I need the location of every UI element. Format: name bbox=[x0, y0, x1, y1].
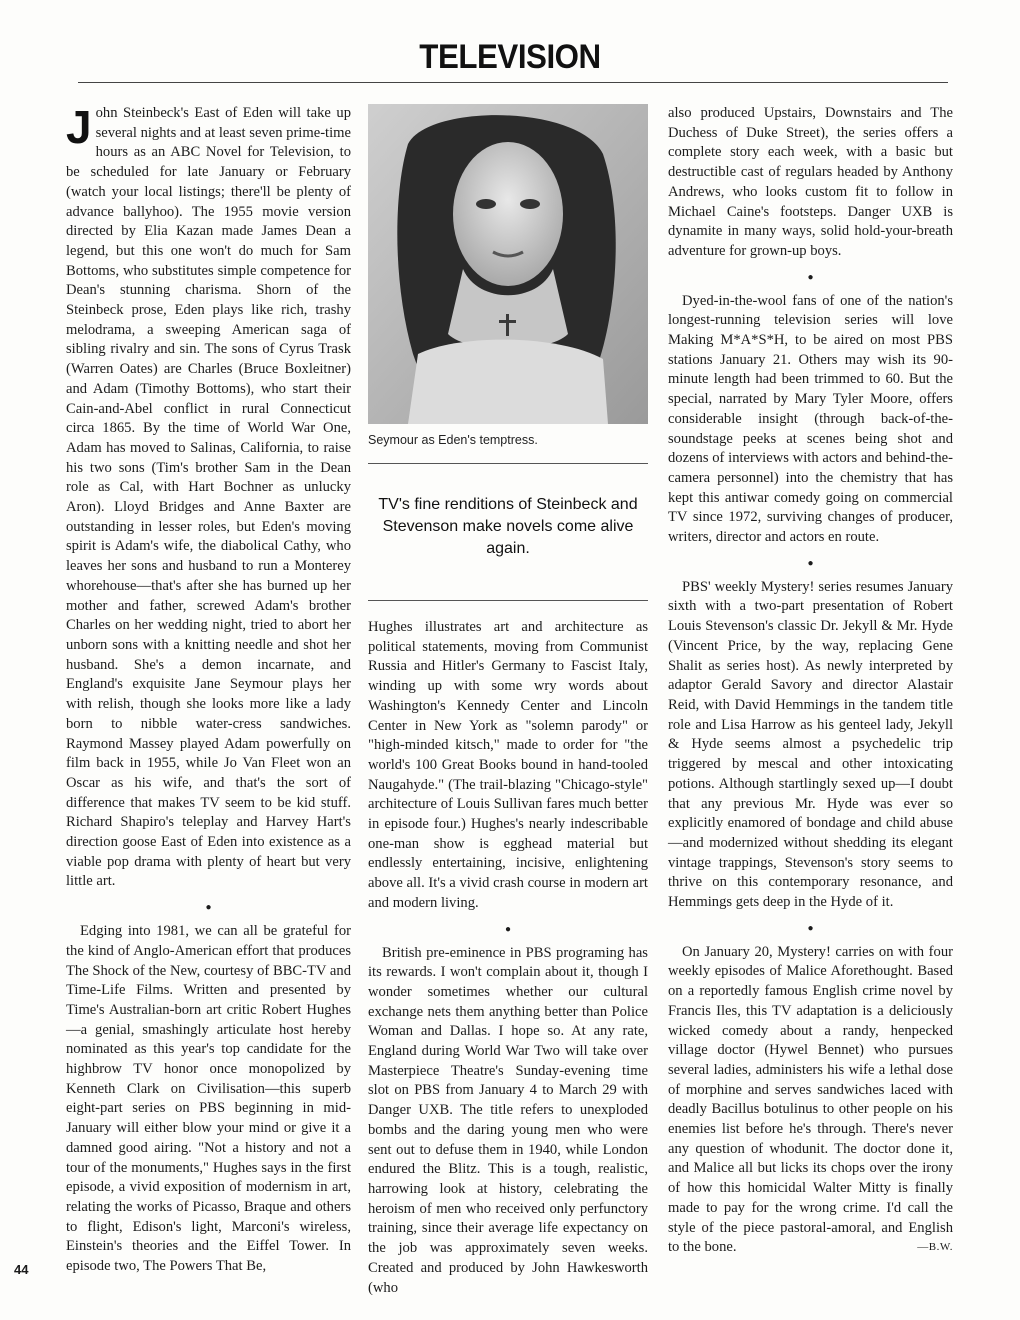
section-title: TELEVISION bbox=[419, 38, 601, 76]
column-2 bbox=[368, 618, 648, 1298]
paragraph-text: On January 20, Mystery! carries on with four weekly episodes of Malice Aforethought. Based on a reportedly famous English crime novel by Francis Iles, this TV adaptation is a deliciously wicked comedy about a randy, henpecked village doctor (Hywel Bennet) who pursues several ladies, administers his wife a lethal dose of morphine and serves sandwiches laced with deadly Bacillus botulinus to other people on his enemies list before he's through. There's never any question of whodunit. The doctor done it, and Malice all but licks its chops over the irony of how this homicidal Walter Mitty is finally made to pay for the wrong crime. I'd call the style of the piece pastoral-amoral, and English to the bone. bbox=[668, 943, 953, 1256]
portrait-photo bbox=[368, 104, 648, 424]
drop-cap: J bbox=[66, 101, 92, 153]
separator-dot: ● bbox=[807, 271, 814, 283]
paragraph-east-of-eden bbox=[66, 101, 351, 892]
separator-dot: ● bbox=[807, 557, 814, 569]
paragraph-hughes: Hughes illustrates art and architecture as political statements, moving from Communist Russia and Hitler's Germany to Fascist Italy, winding up with some wry words about Washington's Kennedy Center and Lincoln Center in New York as "solemn parody" or "high-minded kitsch," made to order for "the world's 100 Great Books bound in hand-tooled Naugahyde." (The trail-blazing "Chicago-style" architecture of Louis Sullivan fares much better in episode four.) Hughes's nearly indescribable one-man show is egghead material but endlessly entertaining, incisive, enlightening above all. It's a vivid crash course in modern art and modern living. bbox=[368, 619, 648, 911]
paragraph-danger-uxb: British pre-eminence in PBS programing has its rewards. I won't complain about it, though I wonder sometimes whether our cultural exchange nets them anything better than Police Woman and Dallas. I hope so. At any rate, England during World War Two will take over Masterpiece Theatre's Sunday-evening time slot on PBS from January 4 to March 29 with Danger UXB. The title refers to unexploded bombs and the daring young men who were sent out to defuse them in 1940, while London endured the Blitz. This is a tough, realistic, harrowing look at history, celebrating the heroism of men who received only perfunctory training, since their average life expectancy on the job was approximately seven weeks. Created and produced by John Hawkesworth (who bbox=[368, 944, 648, 1296]
photo-block bbox=[368, 104, 648, 464]
section-header bbox=[0, 38, 1020, 77]
column-1 bbox=[66, 101, 351, 1277]
paragraph-upstairs-downstairs: also produced Upstairs, Downstairs and The Duchess of Duke Street), the series offers a complete story each week, with a basic but destructible cast of regulars headed by Anthony Andrews, who looks custom fit to follow in Michael Caine's footsteps. Danger UXB is dynamite in many ways, solid hold-your-breath adventure for grown-up boys. bbox=[668, 105, 953, 259]
paragraph-making-mash: Dyed-in-the-wool fans of one of the nation's longest-running television series will love Making M*A*S*H, to be aired on most PBS stations January 21. Others may wish its 90-minute length had been trimmed to 60. But the special, narrated by Mary Tyler Moore, offers considerable insight (through back-of-the-soundstage peeks at scenes being shot and dozens of interviews with actors and behind-the-camera personnel) into the chemistry that has kept this antiwar comedy going on commercial TV since 1972, surviving changes of producer, writers, director and actors en route. bbox=[668, 292, 953, 546]
header-rule bbox=[78, 82, 948, 83]
paragraph-jekyll-hyde: PBS' weekly Mystery! series resumes January sixth with a two-part presentation of Robert Louis Stevenson's classic Dr. Jekyll & Mr. Hyde (Vincent Price, by the way, replacing Gene Shalit as series host). As newly interpreted by adaptor Gerald Savory and director Alastair Reid, with David Hemmings in the tandem title role and Lisa Harrow as his genteel lady, Jekyll & Hyde seems almost a psychedelic trip triggered by mescal and other intoxicating potions. Although startlingly sexed up—I doubt that any previous Mr. Hyde was ever so explicitly enamored of bondage and child abuse—and modernized without shedding its elegant vintage trappings, Stevenson's story seems to thrive on this contemporary resonance, and Hemmings gets deep in the Hyde of it. bbox=[668, 578, 953, 911]
paragraph-malice-aforethought bbox=[668, 943, 953, 1258]
paragraph-shock-of-the-new: Edging into 1981, we can all be grateful for the kind of Anglo-American effort that produces The Shock of the New, courtesy of BBC-TV and Time-Life Films. Written and presented by Time's Australian-born art critic Robert Hughes—a genial, smashingly articulate host hereby nominated as this year's top candidate for the highbrow TV honor once monopolized by Kenneth Clark on Civilisation—this superb eight-part series on PBS beginning in mid-January will either blow your mind or give it a damned good airing. "Not a history and not a tour of the monuments," Hughes says in the first episode, a vivid exposition of modernism in art, relating the works of Picasso, Braque and others to flight, Edison's light, Marconi's wireless, Einstein's theories and the Eiffel Tower. In episode two, The Powers That Be, bbox=[66, 923, 351, 1275]
paragraph-text: ohn Steinbeck's East of Eden will take up several nights and at least seven prime-time hours as an ABC Novel for Television, to be scheduled for late January or February (watch your local listings; there'll be plenty of advance ballyhoo). The 1955 movie version directed by Elia Kazan made James Dean a legend, but this one won't do much for Sam Bottoms, who substitutes simple competence for Dean's stunning charisma. Shorn of the Steinbeck prose, Eden plays like rich, trashy melodrama, a sweeping American saga of sibling rivalry and sin. The sons of Cyrus Trask (Warren Oates) are Charles (Bruce Boxleitner) and Adam (Timothy Bottoms), who start their Cain-and-Abel conflict in rural Connecticut circa 1865. By the time of World War One, Adam has moved to Salinas, California, to raise his two sons (Tim's brother Sam in the Dean role as Cal, with Hart Bochner as unlucky Aron). Lloyd Bridges and Anne Baxter are outstanding in lesser roles, but Eden's moving spirit is Adam's wife, the diabolical Cathy, who leaves her sons and husband to run a Monterey whorehouse—that's after she has burned up her mother and father, screwed Adam's brother Charles on her wedding night, tried to abort her unborn sons with a knitting needle and shot her husband. She's a demon incarnate, and England's exquisite Jane Seymour plays her with relish, though she looks more like a lady born to nibble water-cress sandwiches. Raymond Massey played Adam powerfully on film back in 1955, while Jo Van Fleet won an Oscar as his wife, and that's the sort of difference that makes TV seem to be kid stuff. Richard Shapiro's teleplay and Harvey Hart's direction goose East of Eden into existence as a viable pop drama with plenty of heart but very little art. bbox=[66, 105, 351, 890]
pull-quote: TV's fine renditions of Steinbeck and Stevenson make novels come alive again. bbox=[378, 496, 638, 557]
caption-rule bbox=[368, 463, 648, 464]
pull-quote-rule bbox=[368, 600, 648, 601]
page-number: 44 bbox=[14, 1262, 29, 1277]
photo-caption: Seymour as Eden's temptress. bbox=[368, 433, 538, 447]
separator-dot: ● bbox=[205, 902, 212, 914]
column-3 bbox=[668, 104, 953, 1258]
byline: —B.W. bbox=[917, 1241, 953, 1254]
separator-dot: ● bbox=[807, 922, 814, 934]
separator-dot: ● bbox=[504, 923, 512, 935]
